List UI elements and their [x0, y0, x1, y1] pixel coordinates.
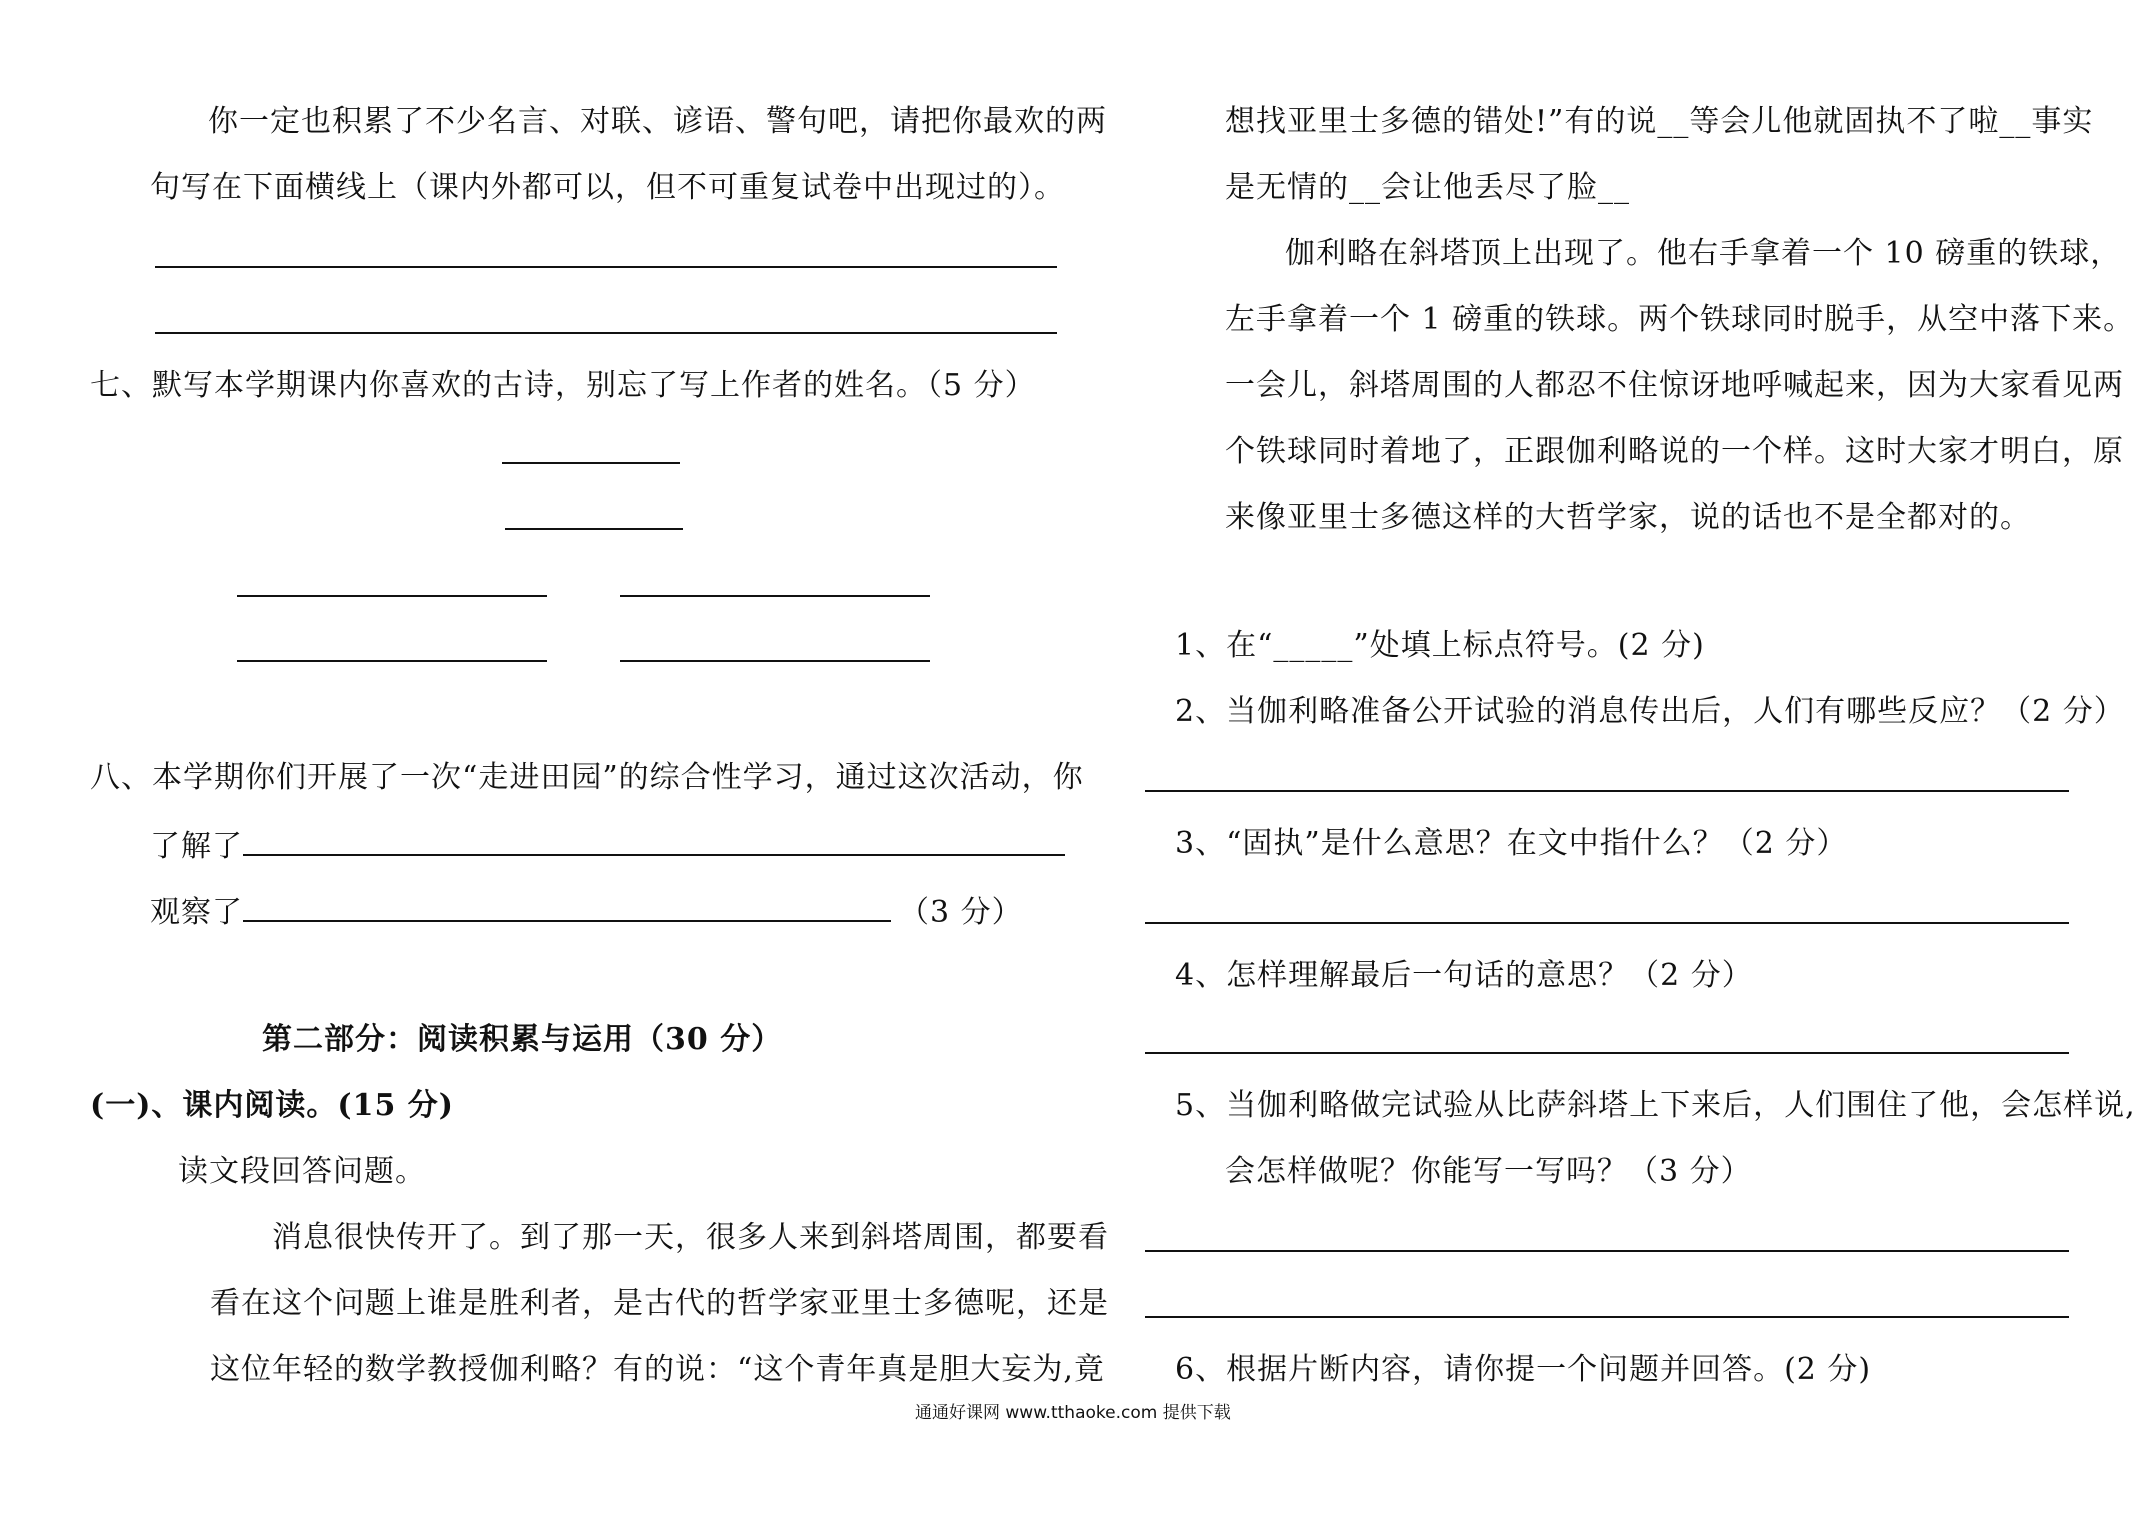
accumulation-intro-line-1: 你一定也积累了不少名言、对联、谚语、警句吧，请把你最欢的两 [208, 104, 1107, 139]
reading-question-5: 5、当伽利略做完试验从比萨斜塔上下来后，人们围住了他，会怎样说, [1175, 1088, 2136, 1123]
answer-line[interactable] [1145, 1052, 2069, 1054]
passage-line: 左手拿着一个 1 磅重的铁球。两个铁球同时脱手，从空中落下来。 [1225, 302, 2135, 337]
reading-question-2: 2、当伽利略准备公开试验的消息传出后，人们有哪些反应？（2 分） [1175, 694, 2125, 729]
poem-title-line[interactable] [502, 462, 680, 464]
question-8-learned [150, 826, 1065, 865]
passage-line: 这位年轻的数学教授伽利略？有的说：“这个青年真是胆大妄为,竟 [210, 1352, 1105, 1387]
answer-line[interactable] [155, 332, 1057, 334]
reading-instruction: 读文段回答问题。 [178, 1154, 426, 1189]
poem-verse-line[interactable] [237, 595, 547, 597]
footer-watermark: 通通好课网 www.tthaoke.com 提供下载 [915, 1403, 1231, 1423]
answer-line[interactable] [1145, 922, 2069, 924]
passage-line: 一会儿，斜塔周围的人都忍不住惊讶地呼喊起来，因为大家看见两 [1225, 368, 2124, 403]
passage-line: 想找亚里士多德的错处!”有的说__等会儿他就固执不了啦__事实 [1225, 104, 2094, 139]
accumulation-intro-line-2: 句写在下面横线上（课内外都可以，但不可重复试卷中出现过的）。 [150, 170, 1065, 205]
passage-line: 消息很快传开了。到了那一天，很多人来到斜塔周围，都要看 [272, 1220, 1109, 1255]
reading-question-1: 1、在“_____”处填上标点符号。(2 分) [1175, 628, 1705, 663]
question-8: 八、本学期你们开展了一次“走进田园”的综合性学习，通过这次活动，你 [90, 760, 1084, 795]
section-1-title: (一)、课内阅读。(15 分) [90, 1088, 454, 1123]
observed-label: 观察了 [150, 895, 243, 930]
reading-question-6: 6、根据片断内容，请你提一个问题并回答。(2 分) [1175, 1352, 1872, 1387]
poem-verse-line[interactable] [237, 660, 547, 662]
question-7: 七、默写本学期课内你喜欢的古诗，别忘了写上作者的姓名。（5 分） [90, 368, 1036, 403]
part-2-title: 第二部分：阅读积累与运用（30 分） [262, 1022, 783, 1057]
answer-line[interactable] [1145, 1250, 2069, 1252]
passage-line: 伽利略在斜塔顶上出现了。他右手拿着一个 10 磅重的铁球， [1285, 236, 2122, 271]
question-8-observed [150, 892, 1023, 931]
passage-line: 来像亚里士多德这样的大哲学家，说的话也不是全都对的。 [1225, 500, 2031, 535]
passage-line: 是无情的__会让他丢尽了脸__ [1225, 170, 1630, 205]
observed-answer-line[interactable] [243, 892, 891, 922]
poem-verse-line[interactable] [620, 595, 930, 597]
passage-line: 看在这个问题上谁是胜利者，是古代的哲学家亚里士多德呢，还是 [210, 1286, 1109, 1321]
poem-verse-line[interactable] [620, 660, 930, 662]
answer-line[interactable] [155, 266, 1057, 268]
answer-line[interactable] [1145, 1316, 2069, 1318]
reading-question-4: 4、怎样理解最后一句话的意思？（2 分） [1175, 958, 1753, 993]
learned-answer-line[interactable] [243, 826, 1065, 856]
answer-line[interactable] [1145, 790, 2069, 792]
passage-line: 个铁球同时着地了，正跟伽利略说的一个样。这时大家才明白，原 [1225, 434, 2124, 469]
reading-question-3: 3、“固执”是什么意思？在文中指什么？（2 分） [1175, 826, 1848, 861]
poem-author-line[interactable] [505, 528, 683, 530]
reading-question-5-cont: 会怎样做呢？你能写一写吗？（3 分） [1225, 1154, 1752, 1189]
question-8-score: （3 分） [899, 895, 1023, 930]
learned-label: 了解了 [150, 829, 243, 864]
